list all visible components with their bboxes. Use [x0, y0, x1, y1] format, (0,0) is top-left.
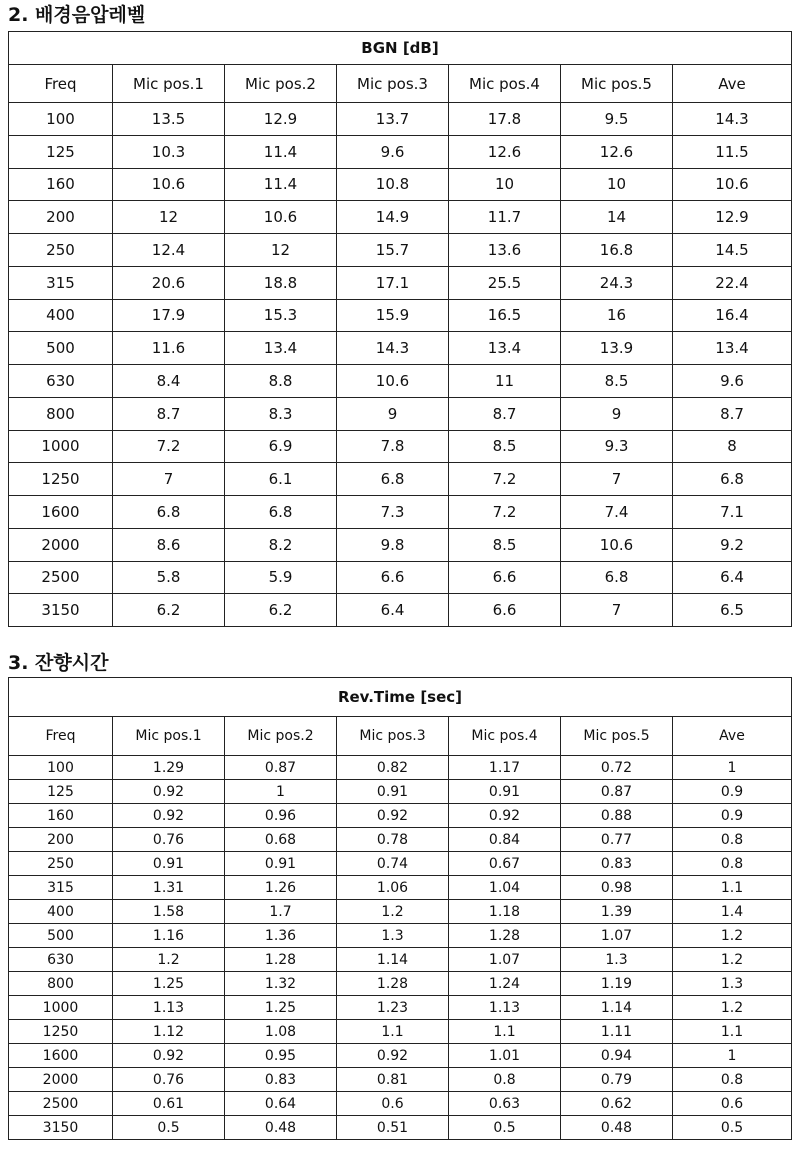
freq-cell: 800 [9, 972, 113, 996]
value-cell: 10.6 [225, 201, 337, 234]
value-cell: 6.8 [673, 463, 792, 496]
value-cell: 1.39 [561, 900, 673, 924]
value-cell: 1.2 [673, 996, 792, 1020]
value-cell: 8.5 [561, 365, 673, 398]
freq-cell: 200 [9, 828, 113, 852]
freq-cell: 315 [9, 266, 113, 299]
freq-cell: 315 [9, 876, 113, 900]
value-cell: 0.62 [561, 1092, 673, 1116]
value-cell: 10 [449, 168, 561, 201]
value-cell: 1.28 [449, 924, 561, 948]
freq-cell: 500 [9, 924, 113, 948]
value-cell: 11.4 [225, 135, 337, 168]
table-row [9, 972, 792, 996]
value-cell: 1.12 [113, 1020, 225, 1044]
value-cell: 1.26 [225, 876, 337, 900]
value-cell: 7 [561, 594, 673, 627]
value-cell: 16.4 [673, 299, 792, 332]
freq-cell: 1600 [9, 496, 113, 529]
value-cell: 18.8 [225, 266, 337, 299]
value-cell: 9 [561, 397, 673, 430]
value-cell: 6.6 [449, 594, 561, 627]
rev-header-row [9, 717, 792, 756]
value-cell: 8.3 [225, 397, 337, 430]
value-cell: 13.5 [113, 103, 225, 136]
table-row [9, 1068, 792, 1092]
rev-header-cell: Freq [9, 717, 113, 756]
value-cell: 0.64 [225, 1092, 337, 1116]
value-cell: 1.04 [449, 876, 561, 900]
value-cell: 16 [561, 299, 673, 332]
value-cell: 8 [673, 430, 792, 463]
value-cell: 1.2 [673, 924, 792, 948]
value-cell: 6.8 [561, 561, 673, 594]
value-cell: 5.8 [113, 561, 225, 594]
value-cell: 1.13 [449, 996, 561, 1020]
value-cell: 0.92 [113, 780, 225, 804]
value-cell: 6.8 [113, 496, 225, 529]
value-cell: 13.9 [561, 332, 673, 365]
value-cell: 9.3 [561, 430, 673, 463]
value-cell: 1.14 [337, 948, 449, 972]
freq-cell: 2500 [9, 1092, 113, 1116]
bgn-header-cell: Mic pos.3 [337, 65, 449, 103]
value-cell: 7.1 [673, 496, 792, 529]
freq-cell: 800 [9, 397, 113, 430]
freq-cell: 100 [9, 103, 113, 136]
value-cell: 8.7 [113, 397, 225, 430]
bgn-section-title: 2. 배경음압레벨 [8, 4, 146, 26]
freq-cell: 160 [9, 804, 113, 828]
rev-section-title: 3. 잔향시간 [8, 652, 109, 674]
value-cell: 6.6 [449, 561, 561, 594]
value-cell: 22.4 [673, 266, 792, 299]
value-cell: 15.9 [337, 299, 449, 332]
freq-cell: 400 [9, 299, 113, 332]
value-cell: 6.4 [337, 594, 449, 627]
value-cell: 1.01 [449, 1044, 561, 1068]
table-row [9, 780, 792, 804]
value-cell: 0.78 [337, 828, 449, 852]
value-cell: 0.8 [673, 1068, 792, 1092]
value-cell: 6.2 [113, 594, 225, 627]
value-cell: 1.1 [449, 1020, 561, 1044]
value-cell: 8.7 [449, 397, 561, 430]
value-cell: 0.8 [673, 852, 792, 876]
value-cell: 1.32 [225, 972, 337, 996]
freq-cell: 1000 [9, 430, 113, 463]
value-cell: 0.92 [113, 804, 225, 828]
value-cell: 0.9 [673, 804, 792, 828]
bgn-header-cell: Mic pos.2 [225, 65, 337, 103]
value-cell: 1.3 [561, 948, 673, 972]
table-row [9, 332, 792, 365]
value-cell: 1 [673, 1044, 792, 1068]
table-row [9, 804, 792, 828]
value-cell: 1.1 [673, 876, 792, 900]
table-row [9, 900, 792, 924]
value-cell: 14 [561, 201, 673, 234]
table-row [9, 397, 792, 430]
table-row [9, 876, 792, 900]
value-cell: 1.1 [337, 1020, 449, 1044]
value-cell: 0.91 [337, 780, 449, 804]
table-row [9, 463, 792, 496]
table-row [9, 1044, 792, 1068]
value-cell: 11.7 [449, 201, 561, 234]
value-cell: 1.28 [337, 972, 449, 996]
value-cell: 6.6 [337, 561, 449, 594]
value-cell: 0.5 [673, 1116, 792, 1140]
table-row [9, 1020, 792, 1044]
value-cell: 0.51 [337, 1116, 449, 1140]
value-cell: 10.6 [113, 168, 225, 201]
value-cell: 14.3 [337, 332, 449, 365]
value-cell: 0.84 [449, 828, 561, 852]
value-cell: 0.91 [449, 780, 561, 804]
value-cell: 7.8 [337, 430, 449, 463]
bgn-header-cell: Mic pos.4 [449, 65, 561, 103]
table-row [9, 299, 792, 332]
bgn-table [8, 31, 792, 627]
table-row [9, 1116, 792, 1140]
value-cell: 14.5 [673, 234, 792, 267]
value-cell: 8.5 [449, 430, 561, 463]
value-cell: 6.8 [337, 463, 449, 496]
table-row [9, 135, 792, 168]
value-cell: 10.6 [673, 168, 792, 201]
value-cell: 17.8 [449, 103, 561, 136]
value-cell: 9.5 [561, 103, 673, 136]
value-cell: 0.87 [561, 780, 673, 804]
value-cell: 0.67 [449, 852, 561, 876]
table-row [9, 756, 792, 780]
table-row [9, 594, 792, 627]
value-cell: 0.92 [449, 804, 561, 828]
value-cell: 1.17 [449, 756, 561, 780]
value-cell: 0.8 [449, 1068, 561, 1092]
value-cell: 8.5 [449, 528, 561, 561]
value-cell: 1.28 [225, 948, 337, 972]
rev-table-caption: Rev.Time [sec] [9, 678, 792, 717]
value-cell: 0.8 [673, 828, 792, 852]
value-cell: 1.3 [673, 972, 792, 996]
table-row [9, 561, 792, 594]
bgn-header-cell: Mic pos.1 [113, 65, 225, 103]
value-cell: 0.5 [449, 1116, 561, 1140]
value-cell: 0.96 [225, 804, 337, 828]
value-cell: 16.5 [449, 299, 561, 332]
value-cell: 0.6 [673, 1092, 792, 1116]
freq-cell: 2500 [9, 561, 113, 594]
value-cell: 12.9 [225, 103, 337, 136]
table-row [9, 852, 792, 876]
value-cell: 0.82 [337, 756, 449, 780]
value-cell: 17.9 [113, 299, 225, 332]
value-cell: 10.6 [561, 528, 673, 561]
value-cell: 7.2 [449, 463, 561, 496]
value-cell: 13.4 [449, 332, 561, 365]
value-cell: 1.25 [225, 996, 337, 1020]
table-row [9, 430, 792, 463]
value-cell: 0.6 [337, 1092, 449, 1116]
table-row [9, 528, 792, 561]
value-cell: 1.19 [561, 972, 673, 996]
value-cell: 1.06 [337, 876, 449, 900]
value-cell: 1.3 [337, 924, 449, 948]
value-cell: 11.5 [673, 135, 792, 168]
freq-cell: 200 [9, 201, 113, 234]
value-cell: 11.6 [113, 332, 225, 365]
value-cell: 11 [449, 365, 561, 398]
freq-cell: 250 [9, 234, 113, 267]
value-cell: 1.11 [561, 1020, 673, 1044]
value-cell: 0.92 [337, 1044, 449, 1068]
value-cell: 0.77 [561, 828, 673, 852]
table-row [9, 1092, 792, 1116]
value-cell: 9.6 [337, 135, 449, 168]
bgn-header-row [9, 65, 792, 103]
value-cell: 1.7 [225, 900, 337, 924]
table-row [9, 201, 792, 234]
value-cell: 1.24 [449, 972, 561, 996]
freq-cell: 3150 [9, 594, 113, 627]
value-cell: 8.7 [673, 397, 792, 430]
value-cell: 1 [673, 756, 792, 780]
freq-cell: 500 [9, 332, 113, 365]
value-cell: 5.9 [225, 561, 337, 594]
value-cell: 0.5 [113, 1116, 225, 1140]
freq-cell: 1600 [9, 1044, 113, 1068]
value-cell: 24.3 [561, 266, 673, 299]
value-cell: 13.4 [225, 332, 337, 365]
value-cell: 6.5 [673, 594, 792, 627]
table-row [9, 365, 792, 398]
value-cell: 0.9 [673, 780, 792, 804]
value-cell: 0.83 [225, 1068, 337, 1092]
freq-cell: 250 [9, 852, 113, 876]
freq-cell: 1250 [9, 1020, 113, 1044]
table-row [9, 948, 792, 972]
value-cell: 0.76 [113, 828, 225, 852]
value-cell: 13.4 [673, 332, 792, 365]
value-cell: 1.29 [113, 756, 225, 780]
value-cell: 9.2 [673, 528, 792, 561]
value-cell: 6.9 [225, 430, 337, 463]
value-cell: 0.72 [561, 756, 673, 780]
value-cell: 1.16 [113, 924, 225, 948]
value-cell: 7.2 [113, 430, 225, 463]
value-cell: 1.36 [225, 924, 337, 948]
freq-cell: 125 [9, 780, 113, 804]
bgn-table-caption: BGN [dB] [9, 32, 792, 65]
table-row [9, 996, 792, 1020]
value-cell: 1.08 [225, 1020, 337, 1044]
table-row [9, 234, 792, 267]
value-cell: 0.91 [225, 852, 337, 876]
value-cell: 9 [337, 397, 449, 430]
value-cell: 1.13 [113, 996, 225, 1020]
value-cell: 0.76 [113, 1068, 225, 1092]
value-cell: 10.8 [337, 168, 449, 201]
value-cell: 14.9 [337, 201, 449, 234]
value-cell: 0.98 [561, 876, 673, 900]
value-cell: 8.8 [225, 365, 337, 398]
value-cell: 1.2 [673, 948, 792, 972]
value-cell: 1.25 [113, 972, 225, 996]
value-cell: 1.18 [449, 900, 561, 924]
table-row [9, 266, 792, 299]
value-cell: 0.94 [561, 1044, 673, 1068]
value-cell: 1.23 [337, 996, 449, 1020]
value-cell: 7 [561, 463, 673, 496]
value-cell: 1.14 [561, 996, 673, 1020]
value-cell: 1.58 [113, 900, 225, 924]
freq-cell: 2000 [9, 1068, 113, 1092]
value-cell: 0.68 [225, 828, 337, 852]
value-cell: 1.4 [673, 900, 792, 924]
freq-cell: 1000 [9, 996, 113, 1020]
value-cell: 0.92 [113, 1044, 225, 1068]
value-cell: 1.2 [337, 900, 449, 924]
value-cell: 20.6 [113, 266, 225, 299]
rev-header-cell: Mic pos.1 [113, 717, 225, 756]
value-cell: 17.1 [337, 266, 449, 299]
rev-header-cell: Ave [673, 717, 792, 756]
value-cell: 0.48 [225, 1116, 337, 1140]
value-cell: 12.6 [449, 135, 561, 168]
value-cell: 0.88 [561, 804, 673, 828]
value-cell: 7.3 [337, 496, 449, 529]
value-cell: 15.3 [225, 299, 337, 332]
bgn-header-cell: Freq [9, 65, 113, 103]
bgn-header-cell: Mic pos.5 [561, 65, 673, 103]
freq-cell: 400 [9, 900, 113, 924]
value-cell: 10.3 [113, 135, 225, 168]
value-cell: 0.87 [225, 756, 337, 780]
value-cell: 6.1 [225, 463, 337, 496]
value-cell: 6.8 [225, 496, 337, 529]
rev-header-cell: Mic pos.4 [449, 717, 561, 756]
value-cell: 9.8 [337, 528, 449, 561]
table-row [9, 168, 792, 201]
rev-table [8, 677, 792, 1140]
value-cell: 0.81 [337, 1068, 449, 1092]
value-cell: 8.4 [113, 365, 225, 398]
rev-table-body [9, 756, 792, 1140]
value-cell: 7.2 [449, 496, 561, 529]
value-cell: 0.48 [561, 1116, 673, 1140]
table-row [9, 924, 792, 948]
table-row [9, 103, 792, 136]
value-cell: 0.63 [449, 1092, 561, 1116]
freq-cell: 1250 [9, 463, 113, 496]
value-cell: 1.31 [113, 876, 225, 900]
value-cell: 8.2 [225, 528, 337, 561]
value-cell: 8.6 [113, 528, 225, 561]
value-cell: 11.4 [225, 168, 337, 201]
value-cell: 12.9 [673, 201, 792, 234]
freq-cell: 100 [9, 756, 113, 780]
value-cell: 10.6 [337, 365, 449, 398]
value-cell: 13.7 [337, 103, 449, 136]
value-cell: 1.07 [561, 924, 673, 948]
value-cell: 0.91 [113, 852, 225, 876]
value-cell: 12 [113, 201, 225, 234]
value-cell: 0.92 [337, 804, 449, 828]
value-cell: 1 [225, 780, 337, 804]
freq-cell: 125 [9, 135, 113, 168]
value-cell: 13.6 [449, 234, 561, 267]
value-cell: 0.95 [225, 1044, 337, 1068]
freq-cell: 2000 [9, 528, 113, 561]
value-cell: 0.83 [561, 852, 673, 876]
freq-cell: 630 [9, 948, 113, 972]
table-row [9, 828, 792, 852]
value-cell: 1.1 [673, 1020, 792, 1044]
bgn-table-body [9, 103, 792, 627]
value-cell: 12 [225, 234, 337, 267]
value-cell: 0.79 [561, 1068, 673, 1092]
value-cell: 0.74 [337, 852, 449, 876]
freq-cell: 3150 [9, 1116, 113, 1140]
value-cell: 12.4 [113, 234, 225, 267]
freq-cell: 630 [9, 365, 113, 398]
value-cell: 12.6 [561, 135, 673, 168]
value-cell: 15.7 [337, 234, 449, 267]
rev-header-cell: Mic pos.5 [561, 717, 673, 756]
value-cell: 9.6 [673, 365, 792, 398]
value-cell: 16.8 [561, 234, 673, 267]
value-cell: 1.07 [449, 948, 561, 972]
value-cell: 25.5 [449, 266, 561, 299]
value-cell: 1.2 [113, 948, 225, 972]
bgn-header-cell: Ave [673, 65, 792, 103]
rev-header-cell: Mic pos.2 [225, 717, 337, 756]
value-cell: 6.4 [673, 561, 792, 594]
value-cell: 7 [113, 463, 225, 496]
freq-cell: 160 [9, 168, 113, 201]
value-cell: 0.61 [113, 1092, 225, 1116]
table-row [9, 496, 792, 529]
value-cell: 10 [561, 168, 673, 201]
value-cell: 14.3 [673, 103, 792, 136]
value-cell: 7.4 [561, 496, 673, 529]
rev-header-cell: Mic pos.3 [337, 717, 449, 756]
value-cell: 6.2 [225, 594, 337, 627]
